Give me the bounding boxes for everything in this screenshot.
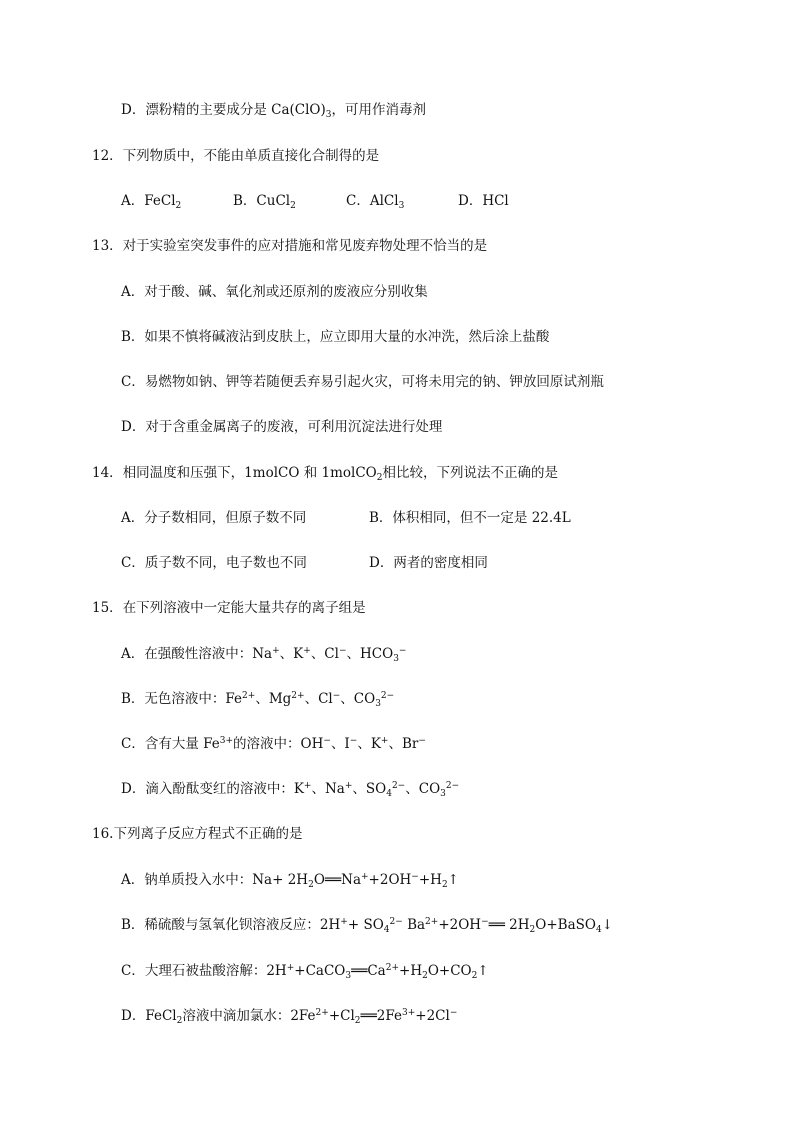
option-text: 无色溶液中：Fe <box>144 691 243 707</box>
option-text: +Cl <box>328 1008 355 1024</box>
q12-option-d <box>458 191 509 211</box>
option-label: C． <box>121 555 145 571</box>
option-text: Ba <box>402 917 426 933</box>
q11-option-d <box>121 100 426 120</box>
question-text: 下列物质中，不能由单质直接化合制得的是 <box>122 148 380 164</box>
option-text: FeCl <box>144 193 176 209</box>
option-text: 、Mg <box>255 691 292 707</box>
option-label: C． <box>346 193 370 209</box>
option-text: 在强酸性溶液中：Na <box>144 646 273 662</box>
option-text: 漂粉精的主要成分是 Ca(ClO) <box>145 102 326 118</box>
subscript: 2 <box>290 201 296 211</box>
option-text: ↑ <box>477 963 489 979</box>
superscript: 3+ <box>219 736 234 746</box>
option-text: 滴入酚酞变红的溶液中：K <box>145 781 304 797</box>
subscript: 4 <box>386 789 392 799</box>
option-text: 如果不慎将碱液沾到皮肤上，应立即用大量的水冲洗，然后涂上盐酸 <box>144 329 550 345</box>
q14-option-d <box>369 553 488 573</box>
option-text: +H <box>399 963 423 979</box>
superscript: + <box>380 736 389 746</box>
superscript: − <box>349 736 358 746</box>
option-label: A． <box>121 284 145 300</box>
option-text: O══Na <box>313 872 361 888</box>
option-label: A． <box>121 646 145 662</box>
superscript: + <box>361 872 369 882</box>
option-label: D． <box>369 555 394 571</box>
q14-option-c <box>121 553 307 573</box>
superscript: 2− <box>380 691 395 701</box>
option-text: O+BaSO <box>535 917 596 933</box>
q16-option-a <box>121 870 459 890</box>
subscript: 3 <box>398 201 405 211</box>
option-text: ，可用作消毒剂 <box>331 102 426 118</box>
option-text: 的溶液中：OH <box>233 736 324 752</box>
option-text: 大理石被盐酸溶解：2H <box>144 963 287 979</box>
option-label: B． <box>369 510 393 526</box>
question-number: 15． <box>92 600 123 616</box>
subscript: 3 <box>375 699 381 709</box>
superscript: − <box>338 646 347 656</box>
option-text: 、K <box>357 736 381 752</box>
superscript: 2+ <box>315 1008 329 1018</box>
option-text: HCl <box>482 193 509 209</box>
option-text: 、CO <box>405 781 441 797</box>
option-text: +2OH <box>368 872 412 888</box>
option-text: 、HCO <box>346 646 394 662</box>
option-text: 稀硫酸与氢氧化钡溶液反应：2H <box>144 917 341 933</box>
subscript: 4 <box>383 925 390 935</box>
option-text: 、K <box>279 646 304 662</box>
option-text: ══ 2H <box>488 917 530 933</box>
q12-option-a <box>121 191 181 211</box>
subscript: 2 <box>354 1016 361 1026</box>
option-text: +2Cl <box>415 1008 450 1024</box>
superscript: 2− <box>389 917 403 927</box>
question-text: 下列离子反应方程式不正确的是 <box>113 826 303 842</box>
subscript: 2 <box>529 925 536 935</box>
superscript: − <box>411 872 419 882</box>
option-text: AlCl <box>369 193 399 209</box>
question-number: 12． <box>92 148 123 164</box>
q16-stem <box>92 824 302 844</box>
option-label: B． <box>233 193 257 209</box>
option-text: 、I <box>330 736 350 752</box>
superscript: + <box>272 646 280 656</box>
option-label: B． <box>121 329 145 345</box>
q15-option-a <box>121 644 406 664</box>
option-label: D． <box>121 102 146 118</box>
option-text: 质子数不同，电子数也不同 <box>144 555 307 571</box>
subscript: 2 <box>422 971 428 981</box>
q12-option-b <box>233 191 296 211</box>
q13-option-a <box>121 282 428 302</box>
superscript: + <box>286 963 295 973</box>
subscript: 3 <box>440 789 446 799</box>
q14-stem <box>92 463 558 483</box>
option-label: C． <box>121 374 145 390</box>
option-text: 、SO <box>352 781 387 797</box>
superscript: + <box>340 917 348 927</box>
superscript: 3+ <box>402 1008 416 1018</box>
q15-option-b <box>121 689 394 709</box>
subscript: 2 <box>441 880 448 890</box>
q13-option-c <box>121 372 604 392</box>
superscript: − <box>418 736 426 746</box>
option-text: 体积相同，但不一定是 22.4L <box>392 510 571 526</box>
superscript: 2− <box>391 781 406 791</box>
q16-option-d <box>121 1006 457 1026</box>
q13-stem <box>92 236 487 256</box>
superscript: − <box>398 646 407 656</box>
question-number: 16. <box>92 826 114 842</box>
option-label: A． <box>121 510 145 526</box>
option-text: O+CO <box>427 963 472 979</box>
option-text: +CaCO <box>294 963 346 979</box>
option-label: A． <box>121 193 145 209</box>
q13-option-d <box>121 417 442 437</box>
question-text: 相比较，下列说法不正确的是 <box>382 465 558 481</box>
option-text: 对于酸、碱、氧化剂或还原剂的废液应分别收集 <box>144 284 428 300</box>
option-text: CuCl <box>256 193 291 209</box>
subscript: 2 <box>308 880 314 890</box>
option-label: D． <box>121 419 146 435</box>
option-text: 、Cl <box>310 646 339 662</box>
option-label: C． <box>121 963 145 979</box>
option-text: ↓ <box>601 917 613 933</box>
subscript: 2 <box>376 473 383 483</box>
q12-stem <box>92 146 379 166</box>
q14-option-b <box>369 508 571 528</box>
option-label: D． <box>121 781 146 797</box>
option-label: A． <box>121 872 145 888</box>
superscript: − <box>323 736 331 746</box>
option-label: D． <box>121 1008 146 1024</box>
q15-option-c <box>121 734 426 754</box>
option-text: 、Br <box>388 736 419 752</box>
question-number: 13． <box>92 238 123 254</box>
q12-option-c <box>346 191 404 211</box>
superscript: + <box>303 646 311 656</box>
subscript: 2 <box>471 971 478 981</box>
q15-stem <box>92 598 366 618</box>
option-text: +2OH <box>438 917 482 933</box>
option-text: + SO <box>347 917 384 933</box>
option-label: D． <box>458 193 483 209</box>
option-text: +H <box>418 872 442 888</box>
option-text: 对于含重金属离子的废液，可利用沉淀法进行处理 <box>145 419 443 435</box>
option-text: 分子数相同，但原子数不同 <box>144 510 307 526</box>
q15-option-d <box>121 779 459 799</box>
subscript: 2 <box>176 1016 183 1026</box>
q14-option-a <box>121 508 306 528</box>
option-text: ══Ca <box>351 963 386 979</box>
subscript: 3 <box>325 110 332 120</box>
option-label: B． <box>121 917 145 933</box>
q16-option-b <box>121 915 613 935</box>
option-text: 易燃物如钠、钾等若随便丢弃易引起火灾，可将未用完的钠、钾放回原试剂瓶 <box>144 374 604 390</box>
subscript: 3 <box>345 971 352 981</box>
option-label: C． <box>121 736 145 752</box>
subscript: 2 <box>175 201 182 211</box>
superscript: + <box>344 781 353 791</box>
subscript: 3 <box>393 654 399 664</box>
option-text: ══2Fe <box>360 1008 402 1024</box>
option-label: B． <box>121 691 145 707</box>
superscript: − <box>449 1008 458 1018</box>
question-number: 14． <box>92 465 123 481</box>
question-text: 在下列溶液中一定能大量共存的离子组是 <box>122 600 366 616</box>
option-text: 溶液中滴加氯水：2Fe <box>182 1008 316 1024</box>
superscript: 2+ <box>385 963 400 973</box>
option-text: 、Na <box>311 781 345 797</box>
superscript: − <box>332 691 341 701</box>
superscript: 2+ <box>291 691 305 701</box>
superscript: 2+ <box>242 691 256 701</box>
question-text: 相同温度和压强下，1molCO 和 1molCO <box>122 465 377 481</box>
q13-option-b <box>121 327 549 347</box>
option-text: 钠单质投入水中：Na+ 2H <box>144 872 309 888</box>
option-text: 两者的密度相同 <box>393 555 488 571</box>
subscript: 4 <box>595 925 602 935</box>
option-text: 含有大量 Fe <box>144 736 220 752</box>
superscript: + <box>303 781 312 791</box>
superscript: 2− <box>445 781 460 791</box>
q16-option-c <box>121 961 489 981</box>
option-text: ↑ <box>447 872 459 888</box>
superscript: − <box>481 917 489 927</box>
superscript: 2+ <box>425 917 439 927</box>
option-text: 、Cl <box>304 691 333 707</box>
option-text: FeCl <box>145 1008 177 1024</box>
option-text: 、CO <box>340 691 376 707</box>
question-text: 对于实验室突发事件的应对措施和常见废弃物处理不恰当的是 <box>122 238 488 254</box>
